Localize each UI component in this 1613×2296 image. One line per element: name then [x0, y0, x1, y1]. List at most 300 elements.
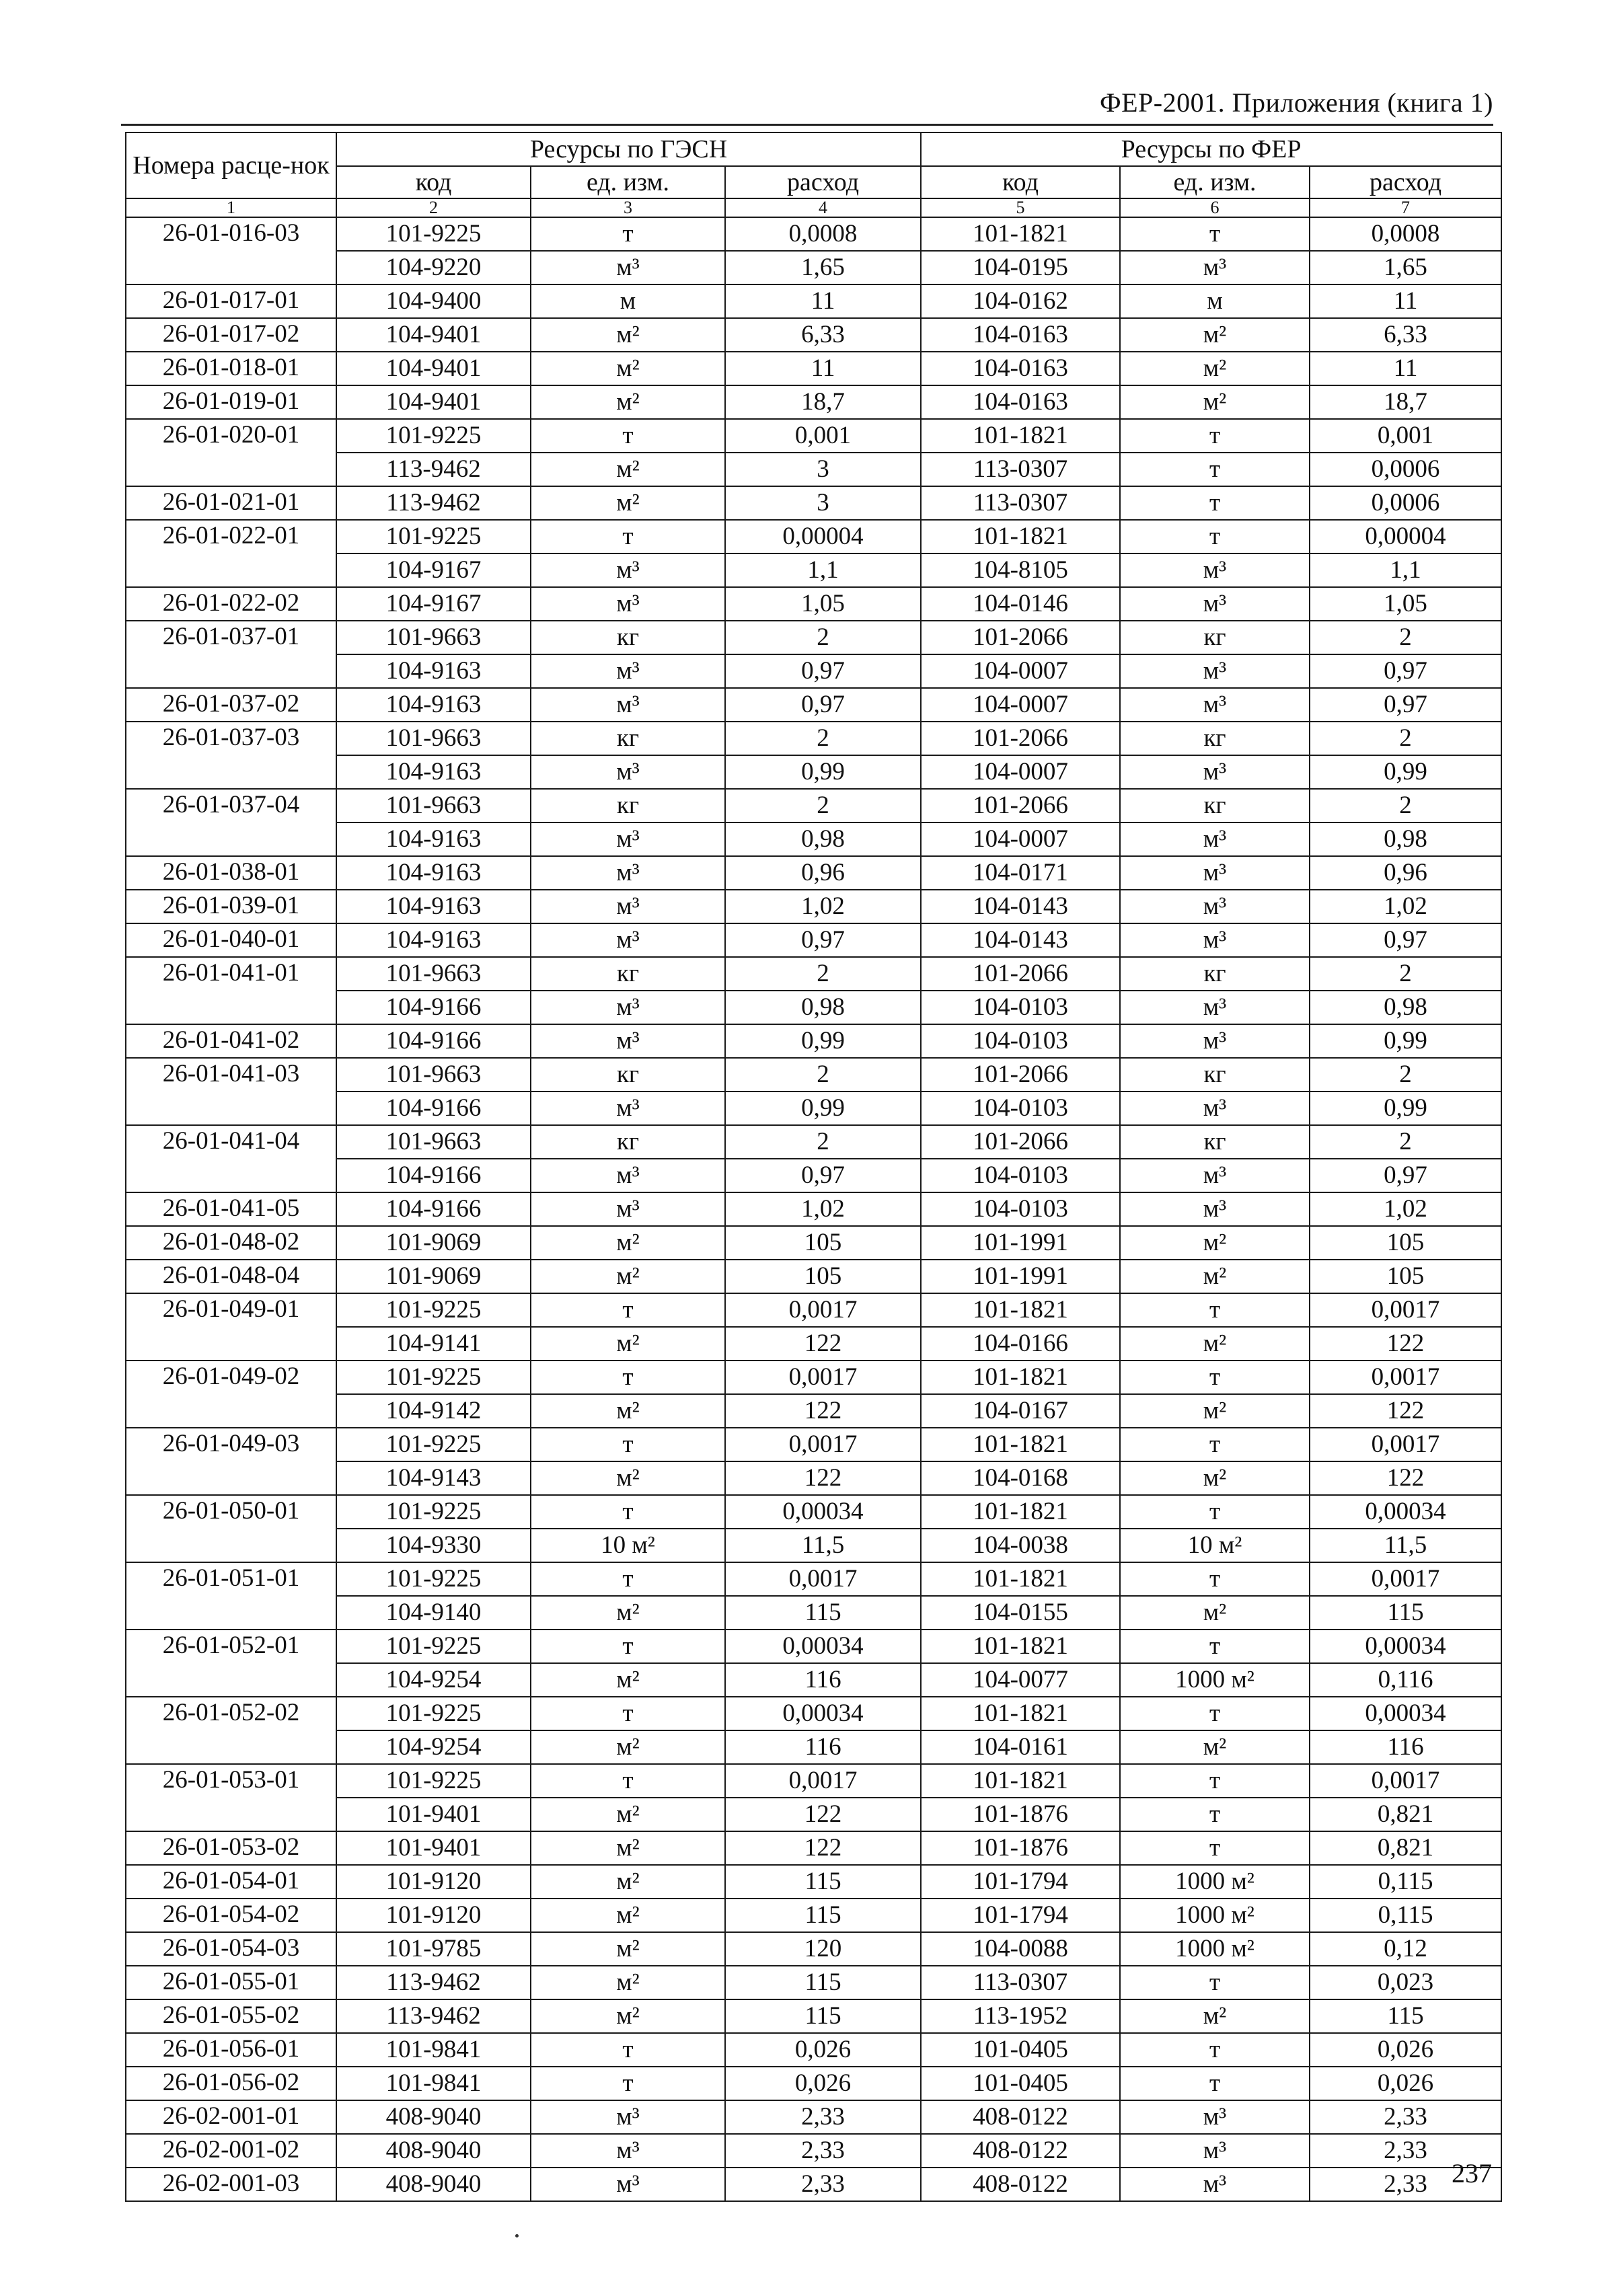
fer-unit-cell: м	[1120, 284, 1310, 318]
norm-number-cell: 26-01-019-01	[126, 385, 336, 419]
table-row	[126, 1125, 1501, 1159]
norm-number-cell: 26-01-054-03	[126, 1932, 336, 1966]
fer-consumption-cell: 0,023	[1310, 1966, 1501, 1999]
table-row	[126, 1730, 1501, 1764]
gesn-consumption-cell: 1,02	[725, 1192, 921, 1226]
fer-consumption-cell: 122	[1310, 1394, 1501, 1428]
header-norm-number: Номера расце-нок	[126, 132, 336, 198]
table-row	[126, 553, 1501, 587]
gesn-code-cell: 113-9462	[336, 486, 531, 520]
fer-code-cell: 104-0103	[921, 1159, 1120, 1192]
table-row	[126, 217, 1501, 251]
table-row	[126, 1865, 1501, 1899]
norm-number-cell: 26-01-052-02	[126, 1697, 336, 1730]
gesn-consumption-cell: 0,0017	[725, 1562, 921, 1596]
gesn-consumption-cell: 115	[725, 1999, 921, 2033]
gesn-code-cell: 101-9225	[336, 1697, 531, 1730]
fer-unit-cell: т	[1120, 2033, 1310, 2067]
table-row	[126, 1192, 1501, 1226]
fer-unit-cell: 1000 м²	[1120, 1663, 1310, 1697]
table-row	[126, 789, 1501, 822]
gesn-code-cell: 101-9225	[336, 419, 531, 453]
gesn-code-cell: 408-9040	[336, 2100, 531, 2134]
gesn-unit-cell: м³	[531, 1192, 725, 1226]
fer-consumption-cell: 11,5	[1310, 1529, 1501, 1562]
table-row	[126, 654, 1501, 688]
gesn-code-cell: 104-9166	[336, 1092, 531, 1125]
fer-unit-cell: 1000 м²	[1120, 1932, 1310, 1966]
group-header-row	[126, 132, 1501, 166]
gesn-consumption-cell: 1,05	[725, 587, 921, 621]
fer-code-cell: 101-2066	[921, 1125, 1120, 1159]
table-row	[126, 1966, 1501, 1999]
fer-code-cell: 104-0038	[921, 1529, 1120, 1562]
gesn-code-cell: 101-9225	[336, 1428, 531, 1461]
gesn-unit-cell: кг	[531, 1058, 725, 1092]
fer-code-cell: 101-0405	[921, 2033, 1120, 2067]
gesn-unit-cell: м³	[531, 822, 725, 856]
fer-unit-cell: м³	[1120, 2134, 1310, 2168]
norm-number-cell	[126, 1596, 336, 1630]
gesn-consumption-cell: 2,33	[725, 2168, 921, 2201]
fer-unit-cell: т	[1120, 486, 1310, 520]
fer-code-cell: 101-1821	[921, 1293, 1120, 1327]
gesn-unit-cell: т	[531, 419, 725, 453]
gesn-unit-cell: т	[531, 1361, 725, 1394]
fer-code-cell: 104-0146	[921, 587, 1120, 621]
gesn-code-cell: 104-9167	[336, 553, 531, 587]
fer-unit-cell: м³	[1120, 856, 1310, 890]
gesn-consumption-cell: 0,99	[725, 1092, 921, 1125]
fer-consumption-cell: 0,026	[1310, 2033, 1501, 2067]
norm-number-cell: 26-01-053-01	[126, 1764, 336, 1798]
gesn-consumption-cell: 1,65	[725, 251, 921, 284]
fer-consumption-cell: 2	[1310, 789, 1501, 822]
fer-unit-cell: 1000 м²	[1120, 1899, 1310, 1932]
table-row	[126, 688, 1501, 722]
fer-unit-cell: м³	[1120, 1159, 1310, 1192]
gesn-consumption-cell: 0,97	[725, 1159, 921, 1192]
table-row	[126, 1764, 1501, 1798]
fer-consumption-cell: 0,0006	[1310, 486, 1501, 520]
fer-code-cell: 101-1821	[921, 217, 1120, 251]
fer-unit-cell: м³	[1120, 654, 1310, 688]
gesn-unit-cell: м²	[531, 318, 725, 352]
gesn-consumption-cell: 116	[725, 1730, 921, 1764]
gesn-unit-cell: м²	[531, 486, 725, 520]
fer-code-cell: 104-0007	[921, 688, 1120, 722]
fer-consumption-cell: 0,001	[1310, 419, 1501, 453]
table-row	[126, 1159, 1501, 1192]
gesn-unit-cell: м³	[531, 251, 725, 284]
gesn-unit-cell: м³	[531, 890, 725, 923]
gesn-code-cell: 101-9225	[336, 520, 531, 553]
gesn-code-cell: 104-9163	[336, 755, 531, 789]
gesn-consumption-cell: 0,99	[725, 1024, 921, 1058]
gesn-unit-cell: кг	[531, 957, 725, 991]
table-row	[126, 318, 1501, 352]
gesn-consumption-cell: 116	[725, 1663, 921, 1697]
gesn-consumption-cell: 0,97	[725, 688, 921, 722]
gesn-consumption-cell: 0,0017	[725, 1428, 921, 1461]
norm-number-cell: 26-01-053-02	[126, 1831, 336, 1865]
fer-unit-cell: т	[1120, 1562, 1310, 1596]
table-row	[126, 1226, 1501, 1260]
table-row	[126, 2168, 1501, 2201]
gesn-unit-cell: м²	[531, 385, 725, 419]
fer-code-cell: 104-8105	[921, 553, 1120, 587]
gesn-consumption-cell: 120	[725, 1932, 921, 1966]
gesn-consumption-cell: 2	[725, 789, 921, 822]
fer-consumption-cell: 1,02	[1310, 1192, 1501, 1226]
norm-number-cell	[126, 453, 336, 486]
gesn-code-cell: 101-9225	[336, 1495, 531, 1529]
fer-consumption-cell: 0,821	[1310, 1831, 1501, 1865]
gesn-consumption-cell: 11,5	[725, 1529, 921, 1562]
norm-number-cell	[126, 1092, 336, 1125]
norm-number-cell: 26-02-001-03	[126, 2168, 336, 2201]
gesn-consumption-cell: 2	[725, 722, 921, 755]
gesn-unit-cell: м²	[531, 1865, 725, 1899]
fer-unit-cell: т	[1120, 1428, 1310, 1461]
fer-consumption-cell: 6,33	[1310, 318, 1501, 352]
fer-code-cell: 104-0143	[921, 890, 1120, 923]
norm-number-cell: 26-01-048-02	[126, 1226, 336, 1260]
norm-number-cell	[126, 1663, 336, 1697]
fer-unit-cell: м²	[1120, 1461, 1310, 1495]
fer-code-cell: 101-1821	[921, 1630, 1120, 1663]
gesn-consumption-cell: 2,33	[725, 2134, 921, 2168]
gesn-consumption-cell: 0,026	[725, 2067, 921, 2100]
fer-unit-cell: кг	[1120, 722, 1310, 755]
fer-unit-cell: м³	[1120, 553, 1310, 587]
norm-number-cell: 26-01-037-04	[126, 789, 336, 822]
table-row	[126, 1092, 1501, 1125]
fer-unit-cell: м³	[1120, 1192, 1310, 1226]
fer-code-cell: 104-0088	[921, 1932, 1120, 1966]
gesn-code-cell: 101-9841	[336, 2067, 531, 2100]
fer-unit-cell: м²	[1120, 1596, 1310, 1630]
norm-number-cell	[126, 1798, 336, 1831]
gesn-code-cell: 104-9163	[336, 890, 531, 923]
gesn-code-cell: 101-9225	[336, 1293, 531, 1327]
gesn-code-cell: 101-9663	[336, 1125, 531, 1159]
fer-unit-cell: кг	[1120, 621, 1310, 654]
norm-number-cell	[126, 1159, 336, 1192]
gesn-unit-cell: м³	[531, 1024, 725, 1058]
fer-consumption-cell: 122	[1310, 1461, 1501, 1495]
table-row	[126, 1697, 1501, 1730]
fer-consumption-cell: 2	[1310, 1058, 1501, 1092]
fer-code-cell: 104-0167	[921, 1394, 1120, 1428]
fer-unit-cell: м²	[1120, 318, 1310, 352]
norm-number-cell: 26-01-041-04	[126, 1125, 336, 1159]
fer-unit-cell: м²	[1120, 1730, 1310, 1764]
norm-number-cell	[126, 1327, 336, 1361]
fer-unit-cell: т	[1120, 1361, 1310, 1394]
norm-number-cell: 26-01-052-01	[126, 1630, 336, 1663]
norm-number-cell: 26-01-022-02	[126, 587, 336, 621]
gesn-consumption-cell: 122	[725, 1461, 921, 1495]
fer-code-cell: 101-1821	[921, 520, 1120, 553]
gesn-code-cell: 104-9166	[336, 1159, 531, 1192]
gesn-code-cell: 101-9225	[336, 1764, 531, 1798]
fer-unit-cell: м³	[1120, 2168, 1310, 2201]
gesn-code-cell: 104-9254	[336, 1663, 531, 1697]
norm-number-cell: 26-01-050-01	[126, 1495, 336, 1529]
fer-code-cell: 101-1821	[921, 419, 1120, 453]
gesn-unit-cell: м³	[531, 1092, 725, 1125]
fer-unit-cell: м²	[1120, 1999, 1310, 2033]
fer-code-cell: 104-0155	[921, 1596, 1120, 1630]
fer-consumption-cell: 0,98	[1310, 991, 1501, 1024]
gesn-unit-cell: м³	[531, 991, 725, 1024]
column-number: 2	[336, 198, 531, 217]
fer-unit-cell: м³	[1120, 587, 1310, 621]
fer-code-cell: 101-2066	[921, 621, 1120, 654]
fer-code-cell: 104-0103	[921, 991, 1120, 1024]
gesn-consumption-cell: 122	[725, 1394, 921, 1428]
fer-consumption-cell: 0,821	[1310, 1798, 1501, 1831]
gesn-consumption-cell: 0,99	[725, 755, 921, 789]
gesn-unit-cell: м³	[531, 2134, 725, 2168]
fer-unit-cell: м²	[1120, 385, 1310, 419]
gesn-code-cell: 113-9462	[336, 1999, 531, 2033]
gesn-unit-cell: м²	[531, 1394, 725, 1428]
norm-number-cell: 26-02-001-01	[126, 2100, 336, 2134]
table-row	[126, 2100, 1501, 2134]
fer-code-cell: 101-1821	[921, 1361, 1120, 1394]
column-number: 7	[1310, 198, 1501, 217]
table-row	[126, 923, 1501, 957]
fer-code-cell: 101-1794	[921, 1899, 1120, 1932]
gesn-unit-cell: т	[531, 1697, 725, 1730]
gesn-consumption-cell: 0,98	[725, 991, 921, 1024]
fer-consumption-cell: 18,7	[1310, 385, 1501, 419]
table-row	[126, 722, 1501, 755]
gesn-consumption-cell: 0,0017	[725, 1764, 921, 1798]
table-row	[126, 822, 1501, 856]
gesn-code-cell: 101-9225	[336, 1630, 531, 1663]
fer-code-cell: 104-0007	[921, 822, 1120, 856]
gesn-consumption-cell: 11	[725, 352, 921, 385]
fer-consumption-cell: 2	[1310, 621, 1501, 654]
gesn-consumption-cell: 3	[725, 453, 921, 486]
fer-code-cell: 101-0405	[921, 2067, 1120, 2100]
gesn-code-cell: 101-9120	[336, 1865, 531, 1899]
gesn-code-cell: 101-9785	[336, 1932, 531, 1966]
fer-unit-cell: т	[1120, 1764, 1310, 1798]
table-row	[126, 1630, 1501, 1663]
fer-consumption-cell: 11	[1310, 284, 1501, 318]
fer-consumption-cell: 0,97	[1310, 1159, 1501, 1192]
fer-unit-cell: т	[1120, 1630, 1310, 1663]
norm-number-cell	[126, 1461, 336, 1495]
fer-consumption-cell: 0,116	[1310, 1663, 1501, 1697]
table-row	[126, 587, 1501, 621]
fer-code-cell: 104-0077	[921, 1663, 1120, 1697]
gesn-code-cell: 408-9040	[336, 2134, 531, 2168]
gesn-code-cell: 104-9143	[336, 1461, 531, 1495]
fer-consumption-cell: 115	[1310, 1999, 1501, 2033]
fer-unit-cell: т	[1120, 1798, 1310, 1831]
gesn-code-cell: 101-9841	[336, 2033, 531, 2067]
gesn-unit-cell: м²	[531, 1663, 725, 1697]
gesn-unit-cell: м²	[531, 1899, 725, 1932]
fer-unit-cell: м²	[1120, 352, 1310, 385]
column-number: 5	[921, 198, 1120, 217]
table-row	[126, 453, 1501, 486]
gesn-consumption-cell: 115	[725, 1899, 921, 1932]
fer-code-cell: 408-0122	[921, 2100, 1120, 2134]
fer-consumption-cell: 1,65	[1310, 251, 1501, 284]
gesn-code-cell: 104-9401	[336, 352, 531, 385]
gesn-code-cell: 104-9167	[336, 587, 531, 621]
header-fer-consumption: расход	[1310, 166, 1501, 198]
gesn-code-cell: 104-9254	[336, 1730, 531, 1764]
fer-code-cell: 104-0007	[921, 654, 1120, 688]
gesn-unit-cell: т	[531, 1495, 725, 1529]
fer-code-cell: 104-0007	[921, 755, 1120, 789]
fer-consumption-cell: 0,00034	[1310, 1495, 1501, 1529]
fer-unit-cell: кг	[1120, 789, 1310, 822]
gesn-code-cell: 101-9401	[336, 1831, 531, 1865]
fer-unit-cell: т	[1120, 453, 1310, 486]
gesn-consumption-cell: 105	[725, 1260, 921, 1293]
gesn-unit-cell: кг	[531, 621, 725, 654]
fer-consumption-cell: 0,98	[1310, 822, 1501, 856]
fer-unit-cell: т	[1120, 1697, 1310, 1730]
fer-code-cell: 104-0163	[921, 318, 1120, 352]
fer-unit-cell: т	[1120, 1831, 1310, 1865]
norm-number-cell: 26-01-049-03	[126, 1428, 336, 1461]
fer-code-cell: 101-1821	[921, 1764, 1120, 1798]
gesn-code-cell: 104-9163	[336, 822, 531, 856]
scan-speck	[515, 2234, 519, 2237]
table-row	[126, 419, 1501, 453]
fer-code-cell: 104-0163	[921, 385, 1120, 419]
fer-consumption-cell: 0,0006	[1310, 453, 1501, 486]
table-row	[126, 385, 1501, 419]
header-fer-code: код	[921, 166, 1120, 198]
fer-code-cell: 101-2066	[921, 789, 1120, 822]
gesn-code-cell: 101-9225	[336, 1361, 531, 1394]
fer-code-cell: 101-1821	[921, 1562, 1120, 1596]
header-gesn-code: код	[336, 166, 531, 198]
fer-consumption-cell: 116	[1310, 1730, 1501, 1764]
norm-number-cell: 26-01-048-04	[126, 1260, 336, 1293]
gesn-consumption-cell: 3	[725, 486, 921, 520]
table-row	[126, 1024, 1501, 1058]
table-row	[126, 1461, 1501, 1495]
fer-unit-cell: м³	[1120, 251, 1310, 284]
gesn-consumption-cell: 115	[725, 1596, 921, 1630]
norm-number-cell: 26-01-018-01	[126, 352, 336, 385]
fer-consumption-cell: 0,0008	[1310, 217, 1501, 251]
norm-number-cell	[126, 1730, 336, 1764]
fer-code-cell: 101-1991	[921, 1260, 1120, 1293]
gesn-unit-cell: кг	[531, 1125, 725, 1159]
fer-code-cell: 104-0103	[921, 1024, 1120, 1058]
column-number: 4	[725, 198, 921, 217]
table-row	[126, 991, 1501, 1024]
fer-unit-cell: т	[1120, 2067, 1310, 2100]
norm-number-cell: 26-01-051-01	[126, 1562, 336, 1596]
table-row	[126, 2134, 1501, 2168]
fer-code-cell: 113-0307	[921, 1966, 1120, 1999]
norm-number-cell: 26-02-001-02	[126, 2134, 336, 2168]
table-row	[126, 856, 1501, 890]
fer-unit-cell: м³	[1120, 991, 1310, 1024]
norm-number-cell: 26-01-020-01	[126, 419, 336, 453]
gesn-unit-cell: м³	[531, 923, 725, 957]
gesn-consumption-cell: 0,98	[725, 822, 921, 856]
fer-consumption-cell: 2	[1310, 722, 1501, 755]
fer-unit-cell: кг	[1120, 957, 1310, 991]
table-row	[126, 284, 1501, 318]
fer-code-cell: 101-2066	[921, 957, 1120, 991]
norm-number-cell: 26-01-041-05	[126, 1192, 336, 1226]
gesn-unit-cell: м²	[531, 1260, 725, 1293]
running-title: ФЕР-2001. Приложения (книга 1)	[1100, 87, 1493, 118]
norm-number-cell: 26-01-038-01	[126, 856, 336, 890]
fer-code-cell: 101-1991	[921, 1226, 1120, 1260]
gesn-code-cell: 104-9166	[336, 1024, 531, 1058]
table-row	[126, 1529, 1501, 1562]
gesn-unit-cell: м²	[531, 1831, 725, 1865]
gesn-unit-cell: м³	[531, 856, 725, 890]
fer-consumption-cell: 0,0017	[1310, 1293, 1501, 1327]
fer-consumption-cell: 0,115	[1310, 1865, 1501, 1899]
fer-unit-cell: м³	[1120, 1092, 1310, 1125]
fer-consumption-cell: 0,0017	[1310, 1361, 1501, 1394]
gesn-code-cell: 101-9225	[336, 1562, 531, 1596]
gesn-code-cell: 101-9401	[336, 1798, 531, 1831]
norm-number-cell	[126, 1529, 336, 1562]
fer-consumption-cell: 0,96	[1310, 856, 1501, 890]
column-number-row	[126, 198, 1501, 217]
fer-unit-cell: м²	[1120, 1260, 1310, 1293]
fer-consumption-cell: 0,0017	[1310, 1764, 1501, 1798]
fer-code-cell: 101-1821	[921, 1428, 1120, 1461]
gesn-code-cell: 104-9220	[336, 251, 531, 284]
norm-number-cell: 26-01-054-02	[126, 1899, 336, 1932]
norm-number-cell: 26-01-056-01	[126, 2033, 336, 2067]
table-row	[126, 1327, 1501, 1361]
gesn-unit-cell: м²	[531, 1226, 725, 1260]
norm-number-cell: 26-01-039-01	[126, 890, 336, 923]
norm-number-cell	[126, 822, 336, 856]
gesn-consumption-cell: 122	[725, 1327, 921, 1361]
gesn-unit-cell: кг	[531, 789, 725, 822]
table-row	[126, 890, 1501, 923]
fer-consumption-cell: 2	[1310, 957, 1501, 991]
gesn-code-cell: 104-9140	[336, 1596, 531, 1630]
gesn-unit-cell: м³	[531, 1159, 725, 1192]
gesn-consumption-cell: 2	[725, 621, 921, 654]
fer-code-cell: 104-0103	[921, 1192, 1120, 1226]
gesn-code-cell: 101-9663	[336, 957, 531, 991]
gesn-unit-cell: м²	[531, 1999, 725, 2033]
norm-number-cell: 26-01-055-02	[126, 1999, 336, 2033]
table-row	[126, 1495, 1501, 1529]
fer-unit-cell: м²	[1120, 1394, 1310, 1428]
gesn-code-cell: 104-9401	[336, 385, 531, 419]
gesn-unit-cell: т	[531, 2067, 725, 2100]
fer-unit-cell: т	[1120, 520, 1310, 553]
gesn-consumption-cell: 0,97	[725, 923, 921, 957]
gesn-code-cell: 104-9401	[336, 318, 531, 352]
